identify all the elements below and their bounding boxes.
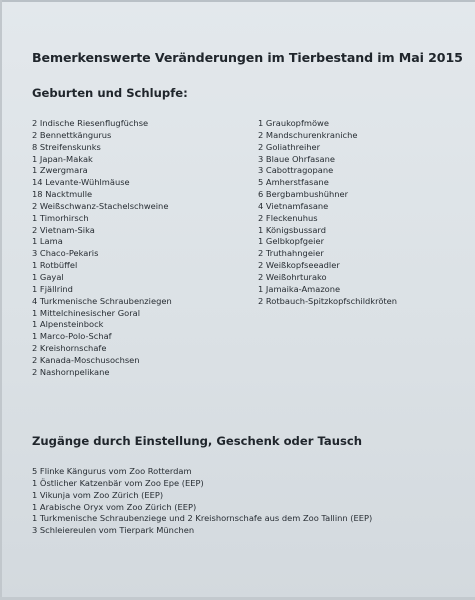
list-item: 1 Östlicher Katzenbär vom Zoo Epe (EEP) (32, 477, 204, 488)
list-item: 6 Bergbambushühner (258, 189, 349, 200)
list-item: 1 Lama (32, 236, 63, 247)
list-item: 2 Fleckenuhus (258, 212, 318, 223)
list-item: 2 Kreishornschafe (32, 343, 107, 354)
list-item: 18 Nacktmulle (32, 189, 93, 200)
list-item: 2 Indische Riesenflugfüchse (32, 118, 149, 128)
list-item: 1 Königsbussard (258, 224, 326, 235)
list-item: 1 Gayal (32, 271, 64, 282)
list-item: 2 Nashornpelikane (32, 366, 110, 377)
list-item: 1 Gelbkopfgeier (258, 236, 324, 247)
list-item: 2 Truthahngeier (258, 248, 324, 259)
list-item: 4 Turkmenische Schraubenziegen (32, 295, 172, 306)
list-item: 1 Jamaika-Amazone (258, 283, 341, 294)
list-item: 1 Marco-Polo-Schaf (32, 331, 112, 342)
additions-list (32, 466, 372, 537)
list-item: 1 Zwergmara (32, 165, 88, 176)
births-list-left (32, 118, 172, 379)
list-item: 3 Cabottragopane (258, 165, 334, 176)
list-item: 1 Graukopfmöwe (258, 118, 329, 128)
list-item: 3 Chaco-Pekaris (32, 248, 99, 259)
list-item: 1 Alpensteinbock (32, 319, 104, 330)
list-item: 3 Schleiereulen vom Tierpark München (32, 525, 195, 536)
page-title: Bemerkenswerte Veränderungen im Tierbestand im Mai 2015 (32, 50, 463, 65)
list-item: 1 Turkmenische Schraubenziege und 2 Kreishornschafe aus dem Zoo Tallinn (EEP) (32, 513, 373, 524)
list-item: 1 Japan-Makak (32, 153, 93, 164)
births-heading: Geburten und Schlupfe: (32, 86, 188, 100)
list-item: 2 Bennettkängurus (32, 129, 112, 140)
list-item: 2 Weißohrturako (258, 271, 327, 282)
list-item: 2 Weißkopfseeadler (258, 260, 340, 271)
list-item: 2 Mandschurenkraniche (258, 129, 358, 140)
list-item: 2 Weißschwanz-Stachelschweine (32, 200, 169, 211)
list-item: 5 Flinke Kängurus vom Zoo Rotterdam (32, 466, 192, 476)
list-item: 5 Amherstfasane (258, 177, 329, 188)
list-item: 2 Goliathreiher (258, 141, 321, 152)
list-item: 1 Vikunja vom Zoo Zürich (EEP) (32, 489, 164, 500)
list-item: 1 Fjällrind (32, 283, 73, 294)
frame-edge-left (0, 0, 2, 600)
frame-edge-top (0, 0, 475, 2)
list-item: 4 Vietnamfasane (258, 200, 329, 211)
list-item: 8 Streifenskunks (32, 141, 101, 152)
list-item: 14 Levante-Wühlmäuse (32, 177, 130, 188)
list-item: 1 Mittelchinesischer Goral (32, 307, 141, 318)
list-item: 2 Rotbauch-Spitzkopfschildkröten (258, 295, 398, 306)
list-item: 2 Kanada-Moschusochsen (32, 354, 140, 365)
list-item: 1 Rotbüffel (32, 260, 78, 271)
list-item: 3 Blaue Ohrfasane (258, 153, 335, 164)
list-item: 2 Vietnam-Sika (32, 224, 95, 235)
list-item: 1 Timorhirsch (32, 212, 89, 223)
births-list-right (258, 118, 397, 308)
list-item: 1 Arabische Oryx vom Zoo Zürich (EEP) (32, 501, 197, 512)
additions-heading: Zugänge durch Einstellung, Geschenk oder Tausch (32, 434, 362, 448)
